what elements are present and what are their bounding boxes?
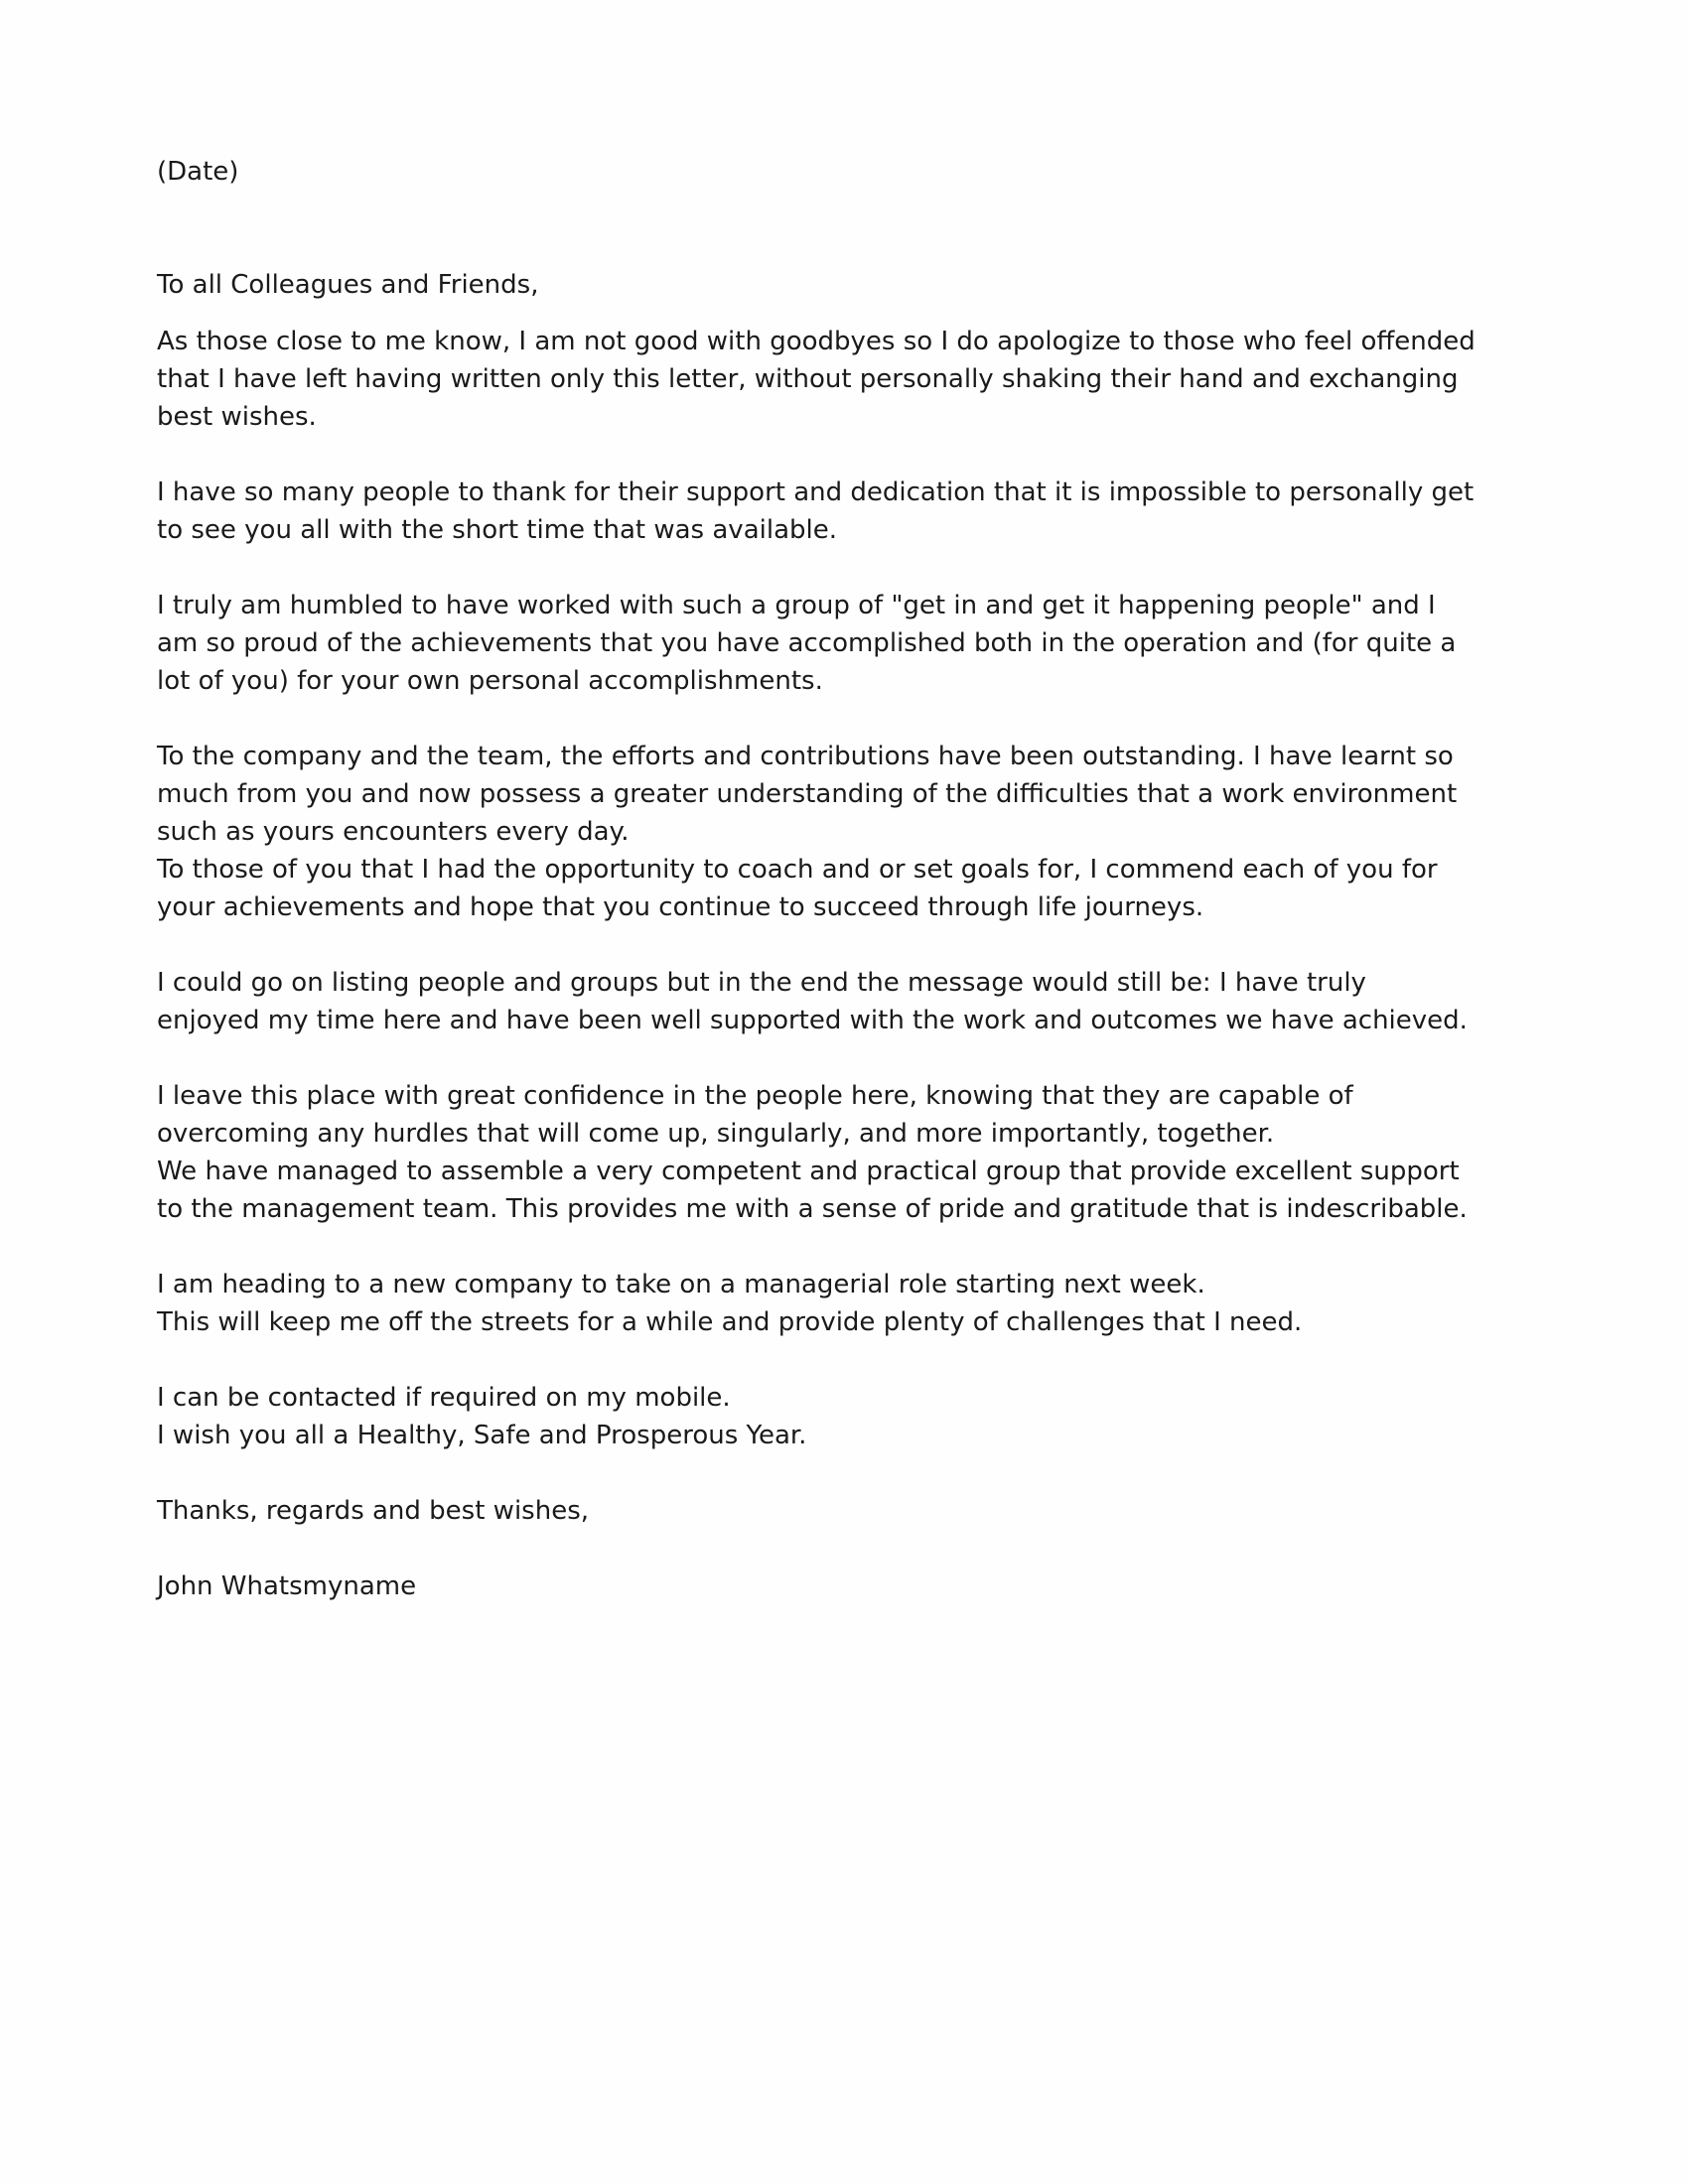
- paragraph-line: to the management team. This provides me with a sense of pride and gratitude that is indescribable.: [157, 1194, 1468, 1224]
- paragraph: [157, 1379, 1547, 1454]
- paragraph-line: I could go on listing people and groups but in the end the message would still be: I have truly: [157, 968, 1366, 998]
- paragraph-line: your achievements and hope that you continue to succeed through life journeys.: [157, 892, 1204, 922]
- paragraph: [157, 474, 1547, 549]
- paragraph-line: I can be contacted if required on my mobile.: [157, 1383, 731, 1413]
- paragraph-line: This will keep me off the streets for a while and provide plenty of challenges that I need.: [157, 1307, 1303, 1337]
- paragraph-line: such as yours encounters every day.: [157, 817, 630, 847]
- paragraph-line: We have managed to assemble a very competent and practical group that provide excellent support: [157, 1157, 1460, 1186]
- letter-date: (Date): [157, 157, 239, 187]
- paragraph-line: I am heading to a new company to take on a managerial role starting next week.: [157, 1270, 1205, 1299]
- letter-closing: Thanks, regards and best wishes,: [157, 1496, 590, 1526]
- paragraph: [157, 738, 1547, 926]
- letter-signature: John Whatsmyname: [157, 1571, 417, 1601]
- paragraph: [157, 964, 1547, 1039]
- paragraph: [157, 1266, 1547, 1341]
- paragraph: [157, 587, 1547, 700]
- paragraph: [157, 1077, 1547, 1228]
- paragraph-line: I have so many people to thank for their support and dedication that it is impossible to personally get: [157, 478, 1475, 507]
- paragraph-line: enjoyed my time here and have been well supported with the work and outcomes we have achieved.: [157, 1006, 1468, 1035]
- paragraph: [157, 323, 1547, 436]
- paragraph-line: I wish you all a Healthy, Safe and Prosperous Year.: [157, 1421, 807, 1450]
- paragraph-line: I truly am humbled to have worked with such a group of "get in and get it happening people" and I: [157, 591, 1436, 620]
- paragraph-line: To the company and the team, the efforts and contributions have been outstanding. I have learnt so: [157, 742, 1454, 771]
- paragraph-line: As those close to me know, I am not good with goodbyes so I do apologize to those who feel offended: [157, 327, 1476, 356]
- paragraph-line: much from you and now possess a greater understanding of the difficulties that a work environment: [157, 779, 1458, 809]
- paragraph-line: I leave this place with great confidence in the people here, knowing that they are capable of: [157, 1081, 1353, 1111]
- letter-body: [157, 153, 1547, 1605]
- letter-salutation: To all Colleagues and Friends,: [157, 270, 539, 300]
- paragraph-line: overcoming any hurdles that will come up, singularly, and more importantly, together.: [157, 1119, 1275, 1149]
- paragraph-line: best wishes.: [157, 402, 317, 432]
- paragraph-line: am so proud of the achievements that you have accomplished both in the operation and (for quite a: [157, 628, 1457, 658]
- paragraph-line: to see you all with the short time that was available.: [157, 515, 837, 545]
- paragraph-line: To those of you that I had the opportunity to coach and or set goals for, I commend each of you for: [157, 855, 1438, 885]
- paragraph-line: that I have left having written only this letter, without personally shaking their hand and exchanging: [157, 364, 1459, 394]
- paragraph-line: lot of you) for your own personal accomplishments.: [157, 666, 823, 696]
